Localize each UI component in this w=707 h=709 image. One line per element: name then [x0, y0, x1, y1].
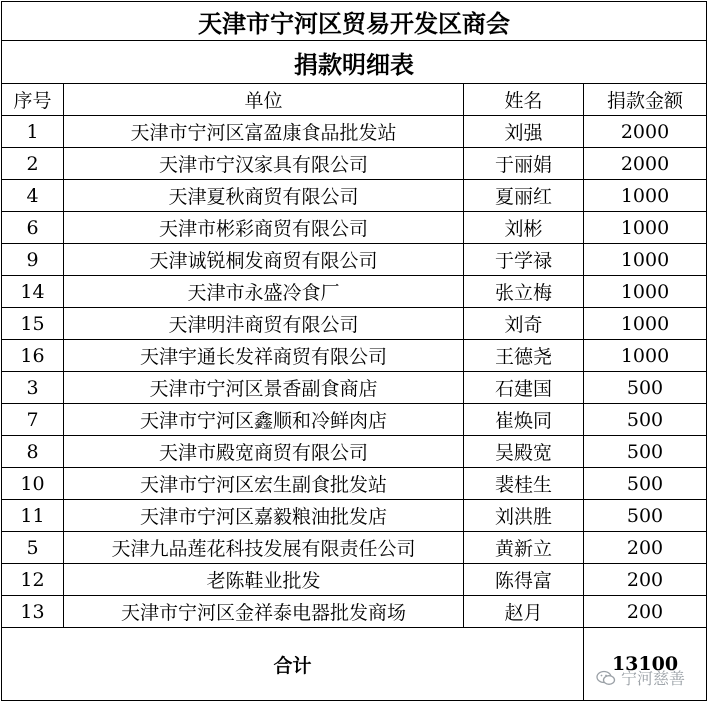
row-index: 11: [2, 500, 64, 532]
row-amount: 1000: [584, 276, 707, 308]
header-amount: 捐款金额: [584, 84, 707, 116]
row-index: 8: [2, 436, 64, 468]
row-name: 刘奇: [464, 308, 584, 340]
row-unit: 天津市宁河区景香副食商店: [64, 372, 464, 404]
row-unit: 天津市宁河区富盈康食品批发站: [64, 116, 464, 148]
table-row: [2, 212, 707, 244]
row-name: 王德尧: [464, 340, 584, 372]
row-index: 14: [2, 276, 64, 308]
table-row: [2, 116, 707, 148]
row-unit: 天津市宁汉家具有限公司: [64, 148, 464, 180]
table-row: [2, 596, 707, 628]
row-name: 裴桂生: [464, 468, 584, 500]
total-label: 合计: [2, 628, 584, 701]
table-row: [2, 372, 707, 404]
table-row: [2, 468, 707, 500]
total-value: 13100: [584, 628, 707, 701]
row-index: 9: [2, 244, 64, 276]
row-index: 3: [2, 372, 64, 404]
row-unit: 天津夏秋商贸有限公司: [64, 180, 464, 212]
table-row: [2, 308, 707, 340]
row-unit: 天津市殿宽商贸有限公司: [64, 436, 464, 468]
row-unit: 天津九品莲花科技发展有限责任公司: [64, 532, 464, 564]
row-name: 夏丽红: [464, 180, 584, 212]
row-name: 石建国: [464, 372, 584, 404]
header-index: 序号: [2, 84, 64, 116]
row-amount: 500: [584, 404, 707, 436]
watermark: [596, 666, 685, 689]
row-index: 5: [2, 532, 64, 564]
row-name: 崔焕同: [464, 404, 584, 436]
row-amount: 500: [584, 468, 707, 500]
row-amount: 2000: [584, 148, 707, 180]
table-subtitle: 捐款明细表: [2, 41, 707, 84]
row-unit: 天津市宁河区金祥泰电器批发商场: [64, 596, 464, 628]
row-name: 刘洪胜: [464, 500, 584, 532]
row-amount: 1000: [584, 212, 707, 244]
table-title: 天津市宁河区贸易开发区商会: [2, 2, 707, 41]
title-row: [2, 2, 707, 41]
row-index: 1: [2, 116, 64, 148]
row-name: 赵月: [464, 596, 584, 628]
header-row: [2, 84, 707, 116]
row-amount: 200: [584, 564, 707, 596]
row-index: 10: [2, 468, 64, 500]
row-unit: 天津明沣商贸有限公司: [64, 308, 464, 340]
row-unit: 天津市宁河区鑫顺和冷鲜肉店: [64, 404, 464, 436]
row-unit: 天津市宁河区宏生副食批发站: [64, 468, 464, 500]
row-amount: 1000: [584, 180, 707, 212]
row-name: 刘彬: [464, 212, 584, 244]
row-amount: 500: [584, 500, 707, 532]
row-unit: 天津市宁河区嘉毅粮油批发店: [64, 500, 464, 532]
row-index: 12: [2, 564, 64, 596]
row-name: 陈得富: [464, 564, 584, 596]
row-amount: 1000: [584, 340, 707, 372]
row-name: 刘强: [464, 116, 584, 148]
header-name: 姓名: [464, 84, 584, 116]
row-name: 于丽娟: [464, 148, 584, 180]
donation-table: [1, 1, 707, 701]
row-index: 7: [2, 404, 64, 436]
row-index: 15: [2, 308, 64, 340]
row-amount: 1000: [584, 308, 707, 340]
row-unit: 天津宇通长发祥商贸有限公司: [64, 340, 464, 372]
row-amount: 500: [584, 436, 707, 468]
row-index: 4: [2, 180, 64, 212]
subtitle-row: [2, 41, 707, 84]
row-unit: 天津诚锐桐发商贸有限公司: [64, 244, 464, 276]
row-index: 13: [2, 596, 64, 628]
row-unit: 老陈鞋业批发: [64, 564, 464, 596]
table-row: [2, 404, 707, 436]
row-amount: 200: [584, 532, 707, 564]
row-name: 黄新立: [464, 532, 584, 564]
table-row: [2, 180, 707, 212]
table-row: [2, 436, 707, 468]
row-amount: 2000: [584, 116, 707, 148]
table-row: [2, 244, 707, 276]
row-index: 6: [2, 212, 64, 244]
row-name: 张立梅: [464, 276, 584, 308]
row-amount: 200: [584, 596, 707, 628]
row-unit: 天津市彬彩商贸有限公司: [64, 212, 464, 244]
row-amount: 500: [584, 372, 707, 404]
row-index: 2: [2, 148, 64, 180]
wechat-icon: [596, 670, 616, 686]
table-row: [2, 276, 707, 308]
total-row: [2, 628, 707, 701]
table-row: [2, 500, 707, 532]
table-row: [2, 148, 707, 180]
table-row: [2, 564, 707, 596]
row-index: 16: [2, 340, 64, 372]
table-row: [2, 340, 707, 372]
row-amount: 1000: [584, 244, 707, 276]
header-unit: 单位: [64, 84, 464, 116]
table-row: [2, 532, 707, 564]
row-unit: 天津市永盛冷食厂: [64, 276, 464, 308]
row-name: 吴殿宽: [464, 436, 584, 468]
row-name: 于学禄: [464, 244, 584, 276]
watermark-text: 宁河慈善: [620, 669, 685, 688]
